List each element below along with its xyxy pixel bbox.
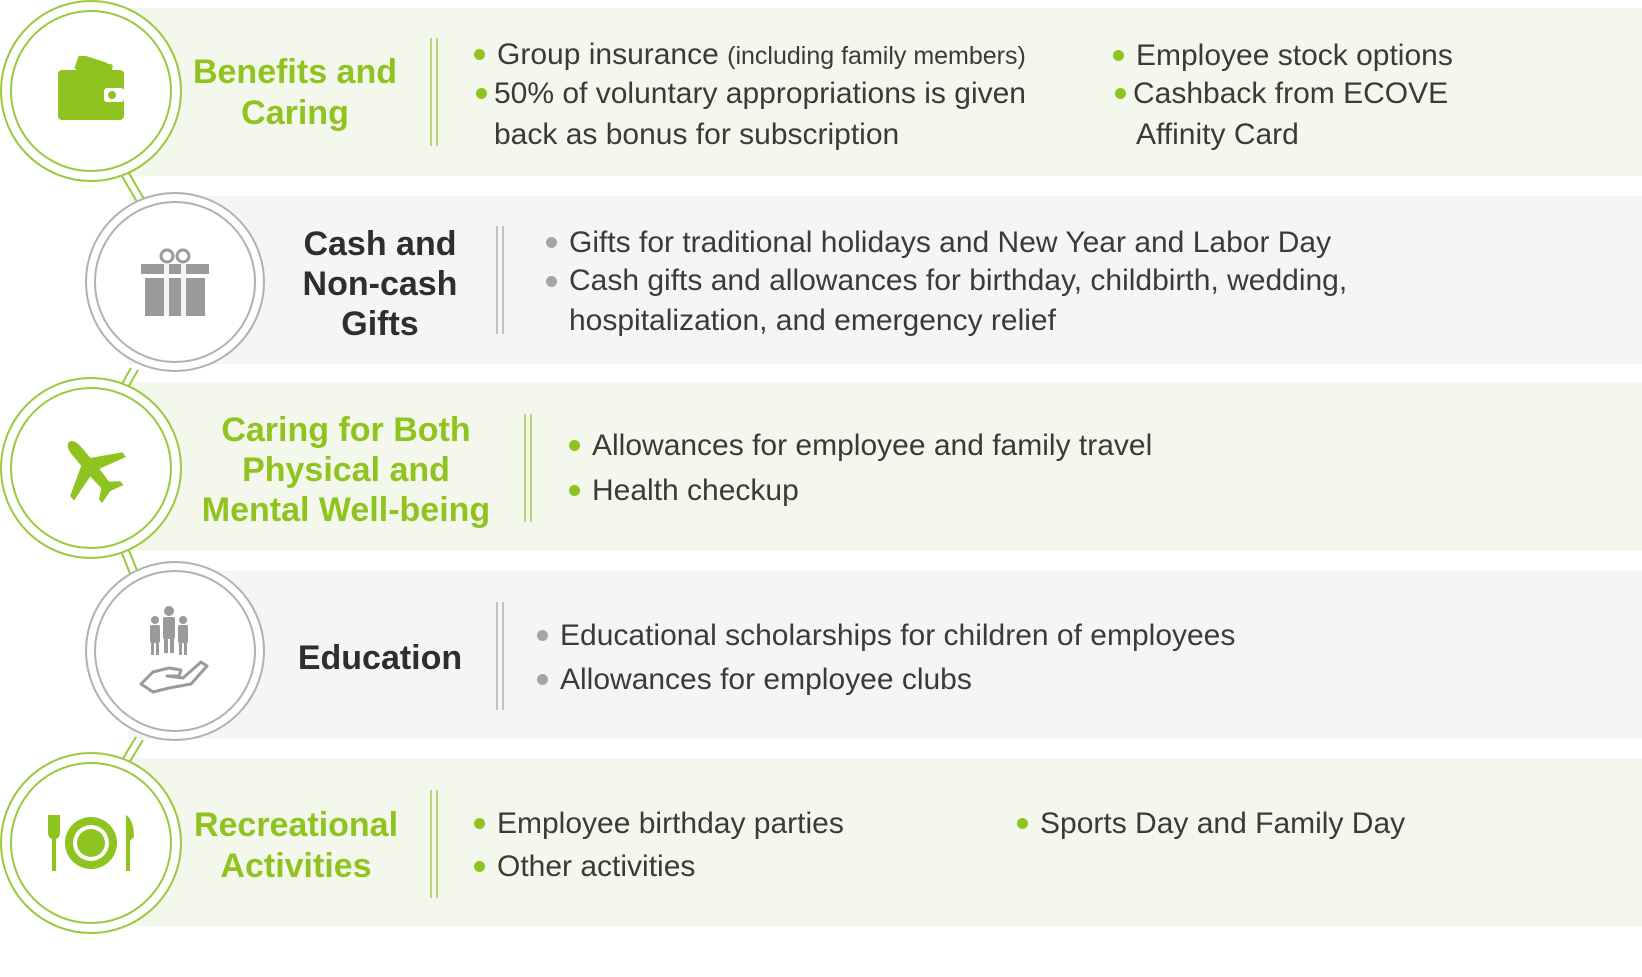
list-item: Allowances for employee and family travel — [592, 425, 1152, 466]
wellbeing-circle-inner — [10, 387, 172, 549]
wallet-icon — [56, 56, 126, 126]
list-item: Sports Day and Family Day — [1040, 803, 1405, 844]
divider — [496, 226, 504, 334]
list-item: Group insurance (including family members) — [497, 34, 1026, 77]
section-title-wellbeing: Caring for Both Physical and Mental Well-being — [201, 411, 491, 529]
divider — [496, 602, 504, 710]
list-item: Other activities — [497, 846, 695, 887]
recreation-circle-inner — [10, 762, 172, 924]
list-item: Employee stock options — [1136, 35, 1453, 76]
gifts-circle-inner — [94, 201, 256, 363]
people-in-hand-icon — [139, 606, 211, 696]
list-item: Health checkup — [592, 470, 799, 511]
list-item: Employee birthday parties — [497, 803, 844, 844]
section-title-gifts: Cash and Non-cash Gifts — [302, 225, 458, 343]
benefits-circle-inner — [10, 10, 172, 172]
list-item: 50% of voluntary appropriations is given back as bonus for subscription — [494, 73, 1026, 155]
divider — [430, 38, 438, 146]
list-item: Cashback from ECOVE Affinity Card — [1133, 73, 1448, 155]
gift-icon — [139, 246, 211, 318]
divider — [524, 414, 532, 522]
list-item: Educational scholarships for children of employees — [560, 615, 1235, 656]
list-item: Cash gifts and allowances for birthday, childbirth, wedding, hospitalization, and emergency relief — [569, 261, 1347, 341]
plate-cutlery-icon — [46, 813, 136, 873]
list-item: Gifts for traditional holidays and New Year and Labor Day — [569, 222, 1331, 263]
section-title-education: Education — [297, 639, 463, 677]
education-circle-inner — [94, 570, 256, 732]
divider — [430, 790, 438, 898]
section-title-recreation: Recreational Activities — [193, 806, 399, 885]
list-item: Allowances for employee clubs — [560, 659, 972, 700]
section-title-benefits: Benefits and Caring — [192, 53, 398, 132]
airplane-icon — [55, 432, 127, 504]
